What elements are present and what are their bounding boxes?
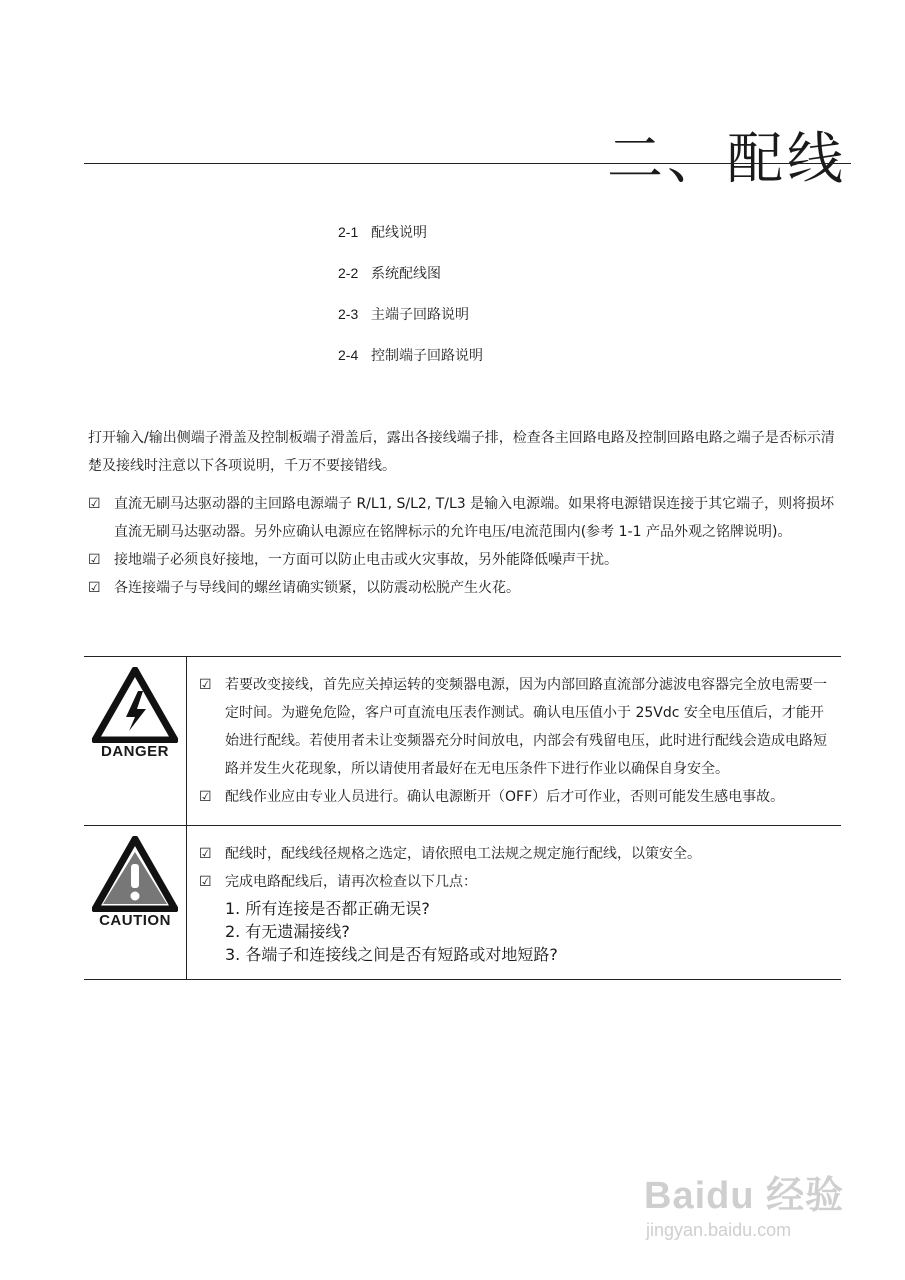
- toc-label: 配线说明: [371, 225, 427, 241]
- note-text: 接地端子必须良好接地，一方面可以防止电击或火灾事故，另外能降低噪声干扰。: [114, 552, 618, 568]
- toc-number: 2-2: [338, 265, 359, 281]
- watermark-logo: Baidu 经验: [644, 1175, 845, 1217]
- toc-number: 2-3: [338, 306, 359, 322]
- wiring-notes-list: [88, 490, 848, 602]
- list-item: [88, 490, 848, 546]
- toc-item[interactable]: [338, 300, 483, 341]
- danger-item-text: 配线作业应由专业人员进行。确认电源断开（OFF）后才可作业，否则可能发生感电事故。: [225, 789, 785, 805]
- caution-sign: [84, 826, 187, 980]
- toc-item[interactable]: [338, 341, 483, 382]
- checkbox-icon: ☑: [88, 552, 101, 568]
- table-of-contents: [338, 218, 483, 382]
- checkbox-icon: ☑: [88, 580, 101, 596]
- warning-table: [84, 656, 841, 980]
- high-voltage-warning-icon: [92, 667, 178, 743]
- watermark: [644, 1148, 874, 1258]
- checkbox-icon: ☑: [199, 874, 212, 890]
- list-item: [199, 783, 831, 811]
- toc-label: 主端子回路说明: [371, 307, 469, 323]
- danger-item-text: 若要改变接线，首先应关掉运转的变频器电源，因为内部回路直流部分滤波电容器完全放电需要一定时间。为避免危险，客户可直流电压表作测试。确认电压值小于 25Vdc 安全电压值后，才能开始进行配线。若使用者未让变频器充分时间放电，内部会有残留电压，此时进行配线会造成电路短路并发生火花现象，所以请使用者最好在无电压条件下进行作业以确保自身安全。: [225, 677, 827, 777]
- checkbox-icon: ☑: [199, 846, 212, 862]
- page-title: 二、配线: [607, 126, 847, 192]
- toc-number: 2-4: [338, 347, 359, 363]
- toc-item[interactable]: [338, 218, 483, 259]
- list-item: [199, 840, 831, 868]
- danger-label: DANGER: [100, 743, 169, 760]
- checkbox-icon: ☑: [199, 677, 212, 693]
- caution-item-text: 配线时，配线线径规格之选定，请依照电工法规之规定施行配线，以策安全。: [225, 846, 701, 862]
- list-item: 3. 各端子和连接线之间是否有短路或对地短路?: [225, 945, 558, 964]
- danger-row: [84, 657, 841, 826]
- list-item: 2. 有无遗漏接线?: [225, 922, 350, 941]
- toc-label: 系统配线图: [371, 266, 441, 282]
- toc-item[interactable]: [338, 259, 483, 300]
- checkbox-icon: ☑: [199, 789, 212, 805]
- caution-text: [187, 826, 842, 980]
- list-item: [88, 574, 848, 602]
- list-item: 1. 所有连接是否都正确无误?: [225, 899, 430, 918]
- checkbox-icon: ☑: [88, 496, 101, 512]
- caution-row: [84, 826, 841, 980]
- note-text: 各连接端子与导线间的螺丝请确实锁紧，以防震动松脱产生火花。: [114, 580, 520, 596]
- list-item: [88, 546, 848, 574]
- intro-paragraph: 打开输入/输出侧端子滑盖及控制板端子滑盖后，露出各接线端子排，检查各主回路电路及控制回路电路之端子是否标示清楚及接线时注意以下各项说明，千万不要接错线。: [88, 430, 835, 474]
- exclamation-warning-icon: [92, 836, 178, 912]
- watermark-url: jingyan.baidu.com: [646, 1220, 792, 1240]
- toc-number: 2-1: [338, 224, 359, 240]
- caution-item-text: 完成电路配线后，请再次检查以下几点：: [225, 874, 477, 890]
- title-divider: [84, 163, 851, 164]
- danger-sign: [84, 657, 187, 826]
- toc-label: 控制端子回路说明: [371, 348, 483, 364]
- check-points-list: [199, 896, 831, 965]
- list-item: [199, 671, 831, 783]
- danger-text: [187, 657, 842, 826]
- list-item: [199, 868, 831, 896]
- note-text: 直流无刷马达驱动器的主回路电源端子 R/L1, S/L2, T/L3 是输入电源端。如果将电源错误连接于其它端子，则将损坏直流无刷马达驱动器。另外应确认电源应在铭牌标示的允许电压/电流范围内(参考 1-1 产品外观之铭牌说明)。: [114, 496, 835, 540]
- caution-label: CAUTION: [99, 912, 171, 929]
